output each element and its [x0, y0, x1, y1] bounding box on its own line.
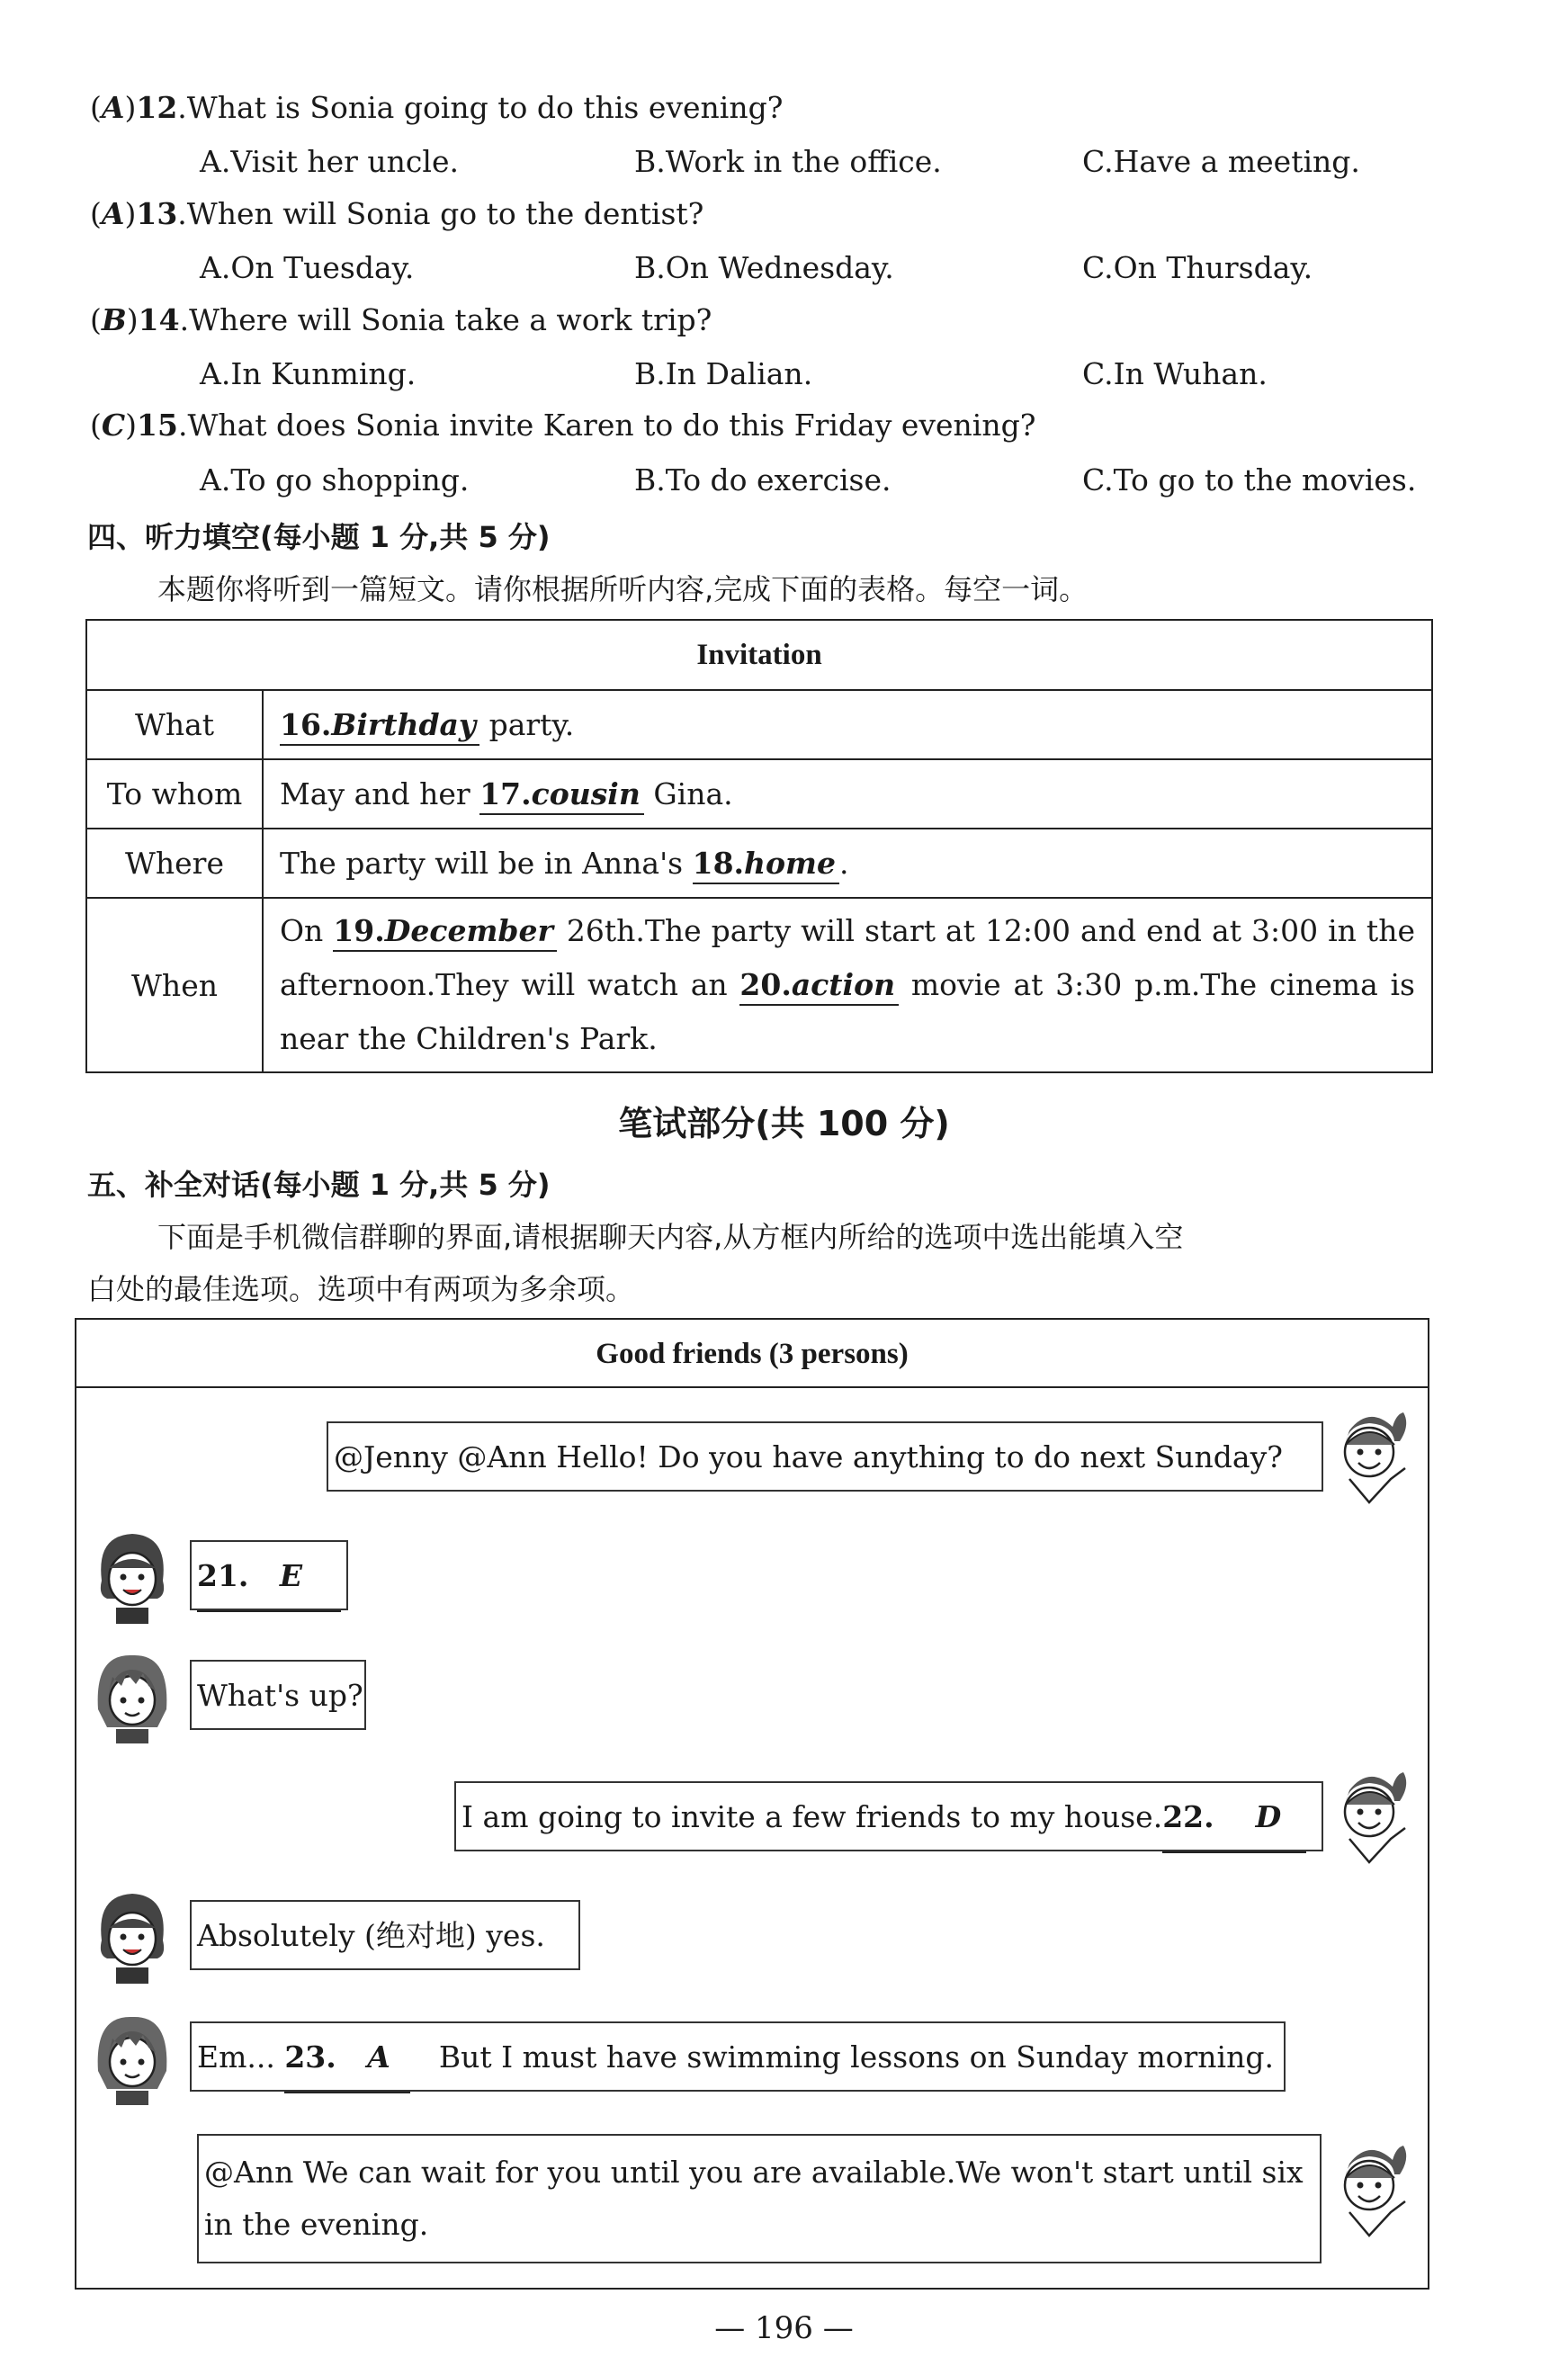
chat-message-6: Em... 23. A But I must have swimming lessons on Sunday morning. — [190, 2021, 1286, 2092]
section-5-instruction-1: 下面是手机微信群聊的界面,请根据聊天内容,从方框内所给的选项中选出能填入空 — [157, 1220, 1184, 1254]
answer-12: A — [101, 90, 125, 125]
option-b: B.Work in the office. — [634, 144, 942, 179]
blank-16: 16.Birthday — [280, 707, 479, 746]
chat-header: Good friends (3 persons) — [76, 1320, 1428, 1388]
blank-19: 19.December — [333, 913, 557, 952]
option-a: A.On Tuesday. — [200, 250, 415, 285]
option-c: C.In Wuhan. — [1082, 356, 1268, 391]
what-cell: 16.Birthday party. — [263, 690, 1432, 759]
page-number: — 196 — — [714, 2310, 854, 2346]
chat-message-2: 21. E — [190, 1540, 348, 1610]
answer-13: A — [101, 196, 125, 231]
chat-window — [75, 1318, 1429, 2290]
option-c: C.To go to the movies. — [1082, 462, 1417, 497]
girl-ponytail-avatar — [1322, 2138, 1416, 2237]
when-cell: On 19.December 26th.The party will start at 12:00 and end at 3:00 in the afternoon.They will watch an 20.action movie at 3:30 p.m.The cinema is near the Children's Park. — [263, 898, 1432, 1072]
answer-22: D — [1255, 1799, 1282, 1834]
section-4-title: 四、听力填空(每小题 1 分,共 5 分) — [87, 520, 551, 554]
chat-message-5: Absolutely (绝对地) yes. — [190, 1900, 580, 1970]
invitation-table — [85, 619, 1433, 1073]
answer-23: A — [367, 2039, 390, 2075]
girl-short-hair-avatar — [85, 1887, 179, 1985]
chat-message-3: What's up? — [190, 1660, 366, 1730]
option-c: C.Have a meeting. — [1082, 144, 1360, 179]
whom-label: To whom — [86, 759, 263, 829]
girl-bangs-avatar — [85, 1646, 179, 1745]
when-label: When — [86, 898, 263, 1072]
section-5-title: 五、补全对话(每小题 1 分,共 5 分) — [87, 1168, 551, 1202]
girl-ponytail-avatar — [1322, 1405, 1416, 1504]
chat-message-4: I am going to invite a few friends to my house.22. D — [454, 1781, 1323, 1851]
blank-20: 20.action — [739, 967, 899, 1006]
where-label: Where — [86, 829, 263, 898]
chat-message-1: @Jenny @Ann Hello! Do you have anything to do next Sunday? — [327, 1421, 1323, 1492]
section-4-instruction: 本题你将听到一篇短文。请你根据所听内容,完成下面的表格。每空一词。 — [157, 572, 1089, 606]
option-a: A.In Kunming. — [200, 356, 417, 391]
answer-14: B — [101, 302, 127, 337]
invitation-header: Invitation — [86, 620, 1432, 690]
option-c: C.On Thursday. — [1082, 250, 1313, 285]
answer-15: C — [101, 408, 126, 443]
answer-21: E — [279, 1558, 303, 1593]
where-cell: The party will be in Anna's 18.home . — [263, 829, 1432, 898]
written-section-title: 笔试部分(共 100 分) — [618, 1104, 950, 1143]
option-a: A.To go shopping. — [200, 462, 470, 497]
option-b: B.On Wednesday. — [634, 250, 894, 285]
option-b: B.In Dalian. — [634, 356, 813, 391]
what-label: What — [86, 690, 263, 759]
section-5-instruction-2: 白处的最佳选项。选项中有两项为多余项。 — [87, 1272, 635, 1306]
girl-short-hair-avatar — [85, 1527, 179, 1626]
blank-17: 17.cousin — [479, 776, 644, 815]
option-a: A.Visit her uncle. — [200, 144, 459, 179]
blank-18: 18.home — [693, 846, 839, 884]
girl-ponytail-avatar — [1322, 1765, 1416, 1864]
option-b: B.To do exercise. — [634, 462, 892, 497]
whom-cell: May and her 17.cousin Gina. — [263, 759, 1432, 829]
chat-message-7: @Ann We can wait for you until you are available.We won't start until six in the evening. — [197, 2134, 1322, 2263]
girl-bangs-avatar — [85, 2008, 179, 2107]
